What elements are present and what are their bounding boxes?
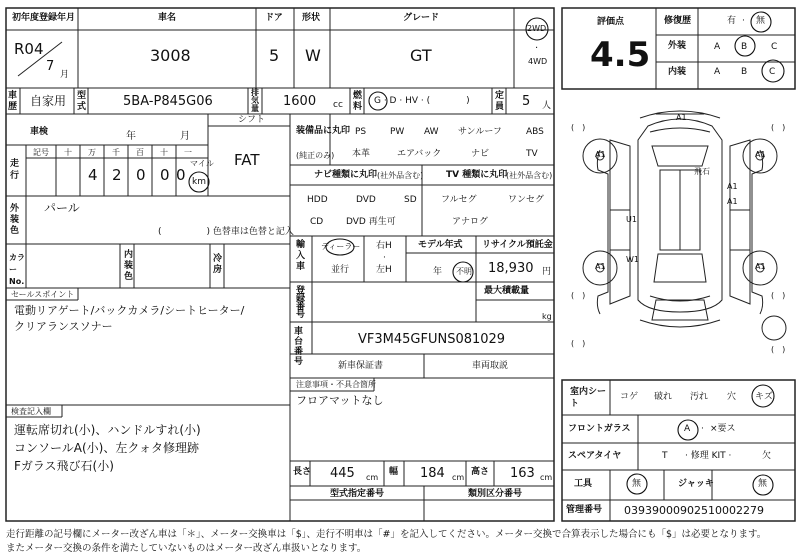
tools-value: 無 <box>632 479 642 489</box>
shift-value: FAT <box>234 151 260 169</box>
windshield-label: フロントガラス <box>568 424 631 434</box>
jack-value: 無 <box>758 479 768 489</box>
import-parallel: 並行 <box>331 265 350 275</box>
recycle-deposit-value: 18,930 <box>488 261 534 276</box>
spare-repair-kit: · 修理 KIT · <box>685 451 732 461</box>
windshield-needs-repair: ×要ス <box>710 424 736 434</box>
inspector-line-2: コンソールA(小)、左クォタ修理跡 <box>14 441 199 455</box>
displacement-label: 排気量 <box>251 88 259 113</box>
tv-fullseg: フルセグ <box>441 195 477 205</box>
sales-points-line-2: クリアランスソナー <box>14 320 113 333</box>
import-hand-separator: · <box>383 253 386 263</box>
drive-4wd: 4WD <box>528 57 548 66</box>
mileage-unit: km <box>192 177 206 187</box>
capacity-label: 定員 <box>495 91 505 112</box>
exterior-color-label: 外装色 <box>10 204 20 236</box>
navi-type-sub-label: (社外品含む) <box>377 171 424 180</box>
mileage-side-label: 走行 <box>10 159 20 181</box>
mileage-header-symbol: 記号 <box>33 148 49 157</box>
repaint-note: ( ) 色替車は色替と記入 <box>158 227 294 237</box>
mileage-digit-1: 0 <box>176 166 186 184</box>
capacity-unit: 人 <box>542 101 552 111</box>
damage-mark-right-front-wheel: A1 <box>755 150 766 159</box>
doors-value: 5 <box>269 46 280 65</box>
mileage-digit-10: 0 <box>160 166 170 184</box>
length-label: 長さ <box>293 467 312 477</box>
bracket-top-left: ( ) <box>571 123 586 132</box>
car-damage-diagram <box>583 111 786 340</box>
jack-label: ジャッキ <box>678 479 714 489</box>
model-name-label: 車名 <box>158 13 177 23</box>
damage-mark-right-rear-wheel: A1 <box>755 262 766 271</box>
sales-points-line-1: 電動リアゲート/バックカメラ/シートヒーター/ <box>14 304 245 317</box>
equipment-tv: TV <box>526 149 538 159</box>
repair-separator: · <box>742 16 745 26</box>
seat-scratch: キズ <box>755 392 773 402</box>
import-left-hand: 左H <box>376 265 392 275</box>
mileage-header-1: 一 <box>184 148 192 157</box>
damage-mark-left-door: U1 <box>626 215 637 224</box>
bracket-lower-right: ( ) <box>771 345 786 354</box>
mileage-header-1k: 千 <box>112 148 120 157</box>
inspector-notes-label: 検査記入欄 <box>11 407 51 416</box>
vehicle-class-label: 車歴 <box>8 91 18 112</box>
fuel-label: 燃料 <box>353 91 363 112</box>
equipment-leather: 本革 <box>352 149 371 159</box>
inspection-label: 車検 <box>30 127 49 137</box>
equipment-label: 装備品に丸印 <box>296 126 351 136</box>
max-load-unit: kg <box>542 312 552 321</box>
width-label: 幅 <box>389 467 399 477</box>
height-label: 高さ <box>471 467 490 477</box>
inspector-line-1: 運転席切れ(小)、ハンドルすれ(小) <box>14 423 201 437</box>
navi-type-label: ナビ種類に丸印 <box>314 170 378 180</box>
seat-burn: コゲ <box>620 392 639 402</box>
tv-type-label: TV 種類に丸印 <box>446 170 508 180</box>
door-label: ドア <box>265 13 283 23</box>
vehicle-manual: 車両取説 <box>472 361 509 371</box>
damage-mark-left-front-wheel: A1 <box>595 150 606 159</box>
recycle-deposit-label: リサイクル預託金 <box>482 240 553 250</box>
equipment-pw: PW <box>390 127 405 137</box>
damage-mark-windshield-chip: 飛石 <box>694 167 710 176</box>
registration-number-label: 登録番号 <box>296 286 306 320</box>
equipment-ps: PS <box>355 127 367 137</box>
exterior-color-value: パール <box>44 201 80 215</box>
registration-month-unit: 月 <box>60 70 70 80</box>
registration-month: 7 <box>46 59 55 74</box>
tools-label: 工具 <box>574 479 593 489</box>
footer-note-line-1: 走行距離の記号欄にメーター改ざん車は「＊」、メーター交換車は「$」、走行不明車は「#」を記入してください。メーター交換で合算表示した場合にも「$」は必要となります。 <box>6 529 767 540</box>
sales-points-label: セールスポイント <box>11 290 75 299</box>
bracket-lower-left: ( ) <box>571 339 586 348</box>
seat-hole: 穴 <box>727 392 737 402</box>
shift-label: シフト <box>238 115 266 125</box>
equipment-sub-label: (純正のみ) <box>296 151 335 160</box>
equipment-abs: ABS <box>526 127 544 137</box>
mileage-header-10k: 万 <box>88 148 96 157</box>
capacity-value: 5 <box>522 94 531 109</box>
chassis-number-label: 車台番号 <box>294 327 304 367</box>
navi-dvd-playback: DVD 再生可 <box>346 217 396 227</box>
equipment-navi: ナビ <box>471 149 490 159</box>
repair-history-label: 修復歴 <box>664 16 692 26</box>
model-year-unknown: 不明 <box>456 267 472 276</box>
bracket-bottom-right: ( ) <box>771 291 786 300</box>
spare-missing: 欠 <box>762 451 772 461</box>
width-value: 184 <box>420 466 445 481</box>
exterior-grade-label: 外装 <box>668 41 687 51</box>
exterior-grade-c: C <box>771 42 778 52</box>
model-code-value: 5BA-P845G06 <box>123 94 213 109</box>
fuel-options: G · D · HV · ( ) <box>374 96 470 106</box>
tv-analog: アナログ <box>452 217 489 227</box>
mileage-header-100: 百 <box>136 148 144 157</box>
repair-yes: 有 <box>727 16 737 26</box>
first-registration-label: 初年度登録年月 <box>12 13 76 23</box>
score-label: 評価点 <box>597 17 625 27</box>
chassis-number-value: VF3M45GFUNS081029 <box>358 332 506 347</box>
displacement-unit: cc <box>333 100 343 110</box>
model-year-label: モデル年式 <box>418 240 463 250</box>
mileage-digit-1k: 2 <box>112 166 122 184</box>
grade-value: GT <box>410 46 432 65</box>
notes-text: フロアマットなし <box>296 394 384 407</box>
bracket-bottom-left: ( ) <box>571 291 586 300</box>
drive-separator: · <box>535 43 539 54</box>
height-unit: cm <box>540 473 553 482</box>
spare-tire-label: スペアタイヤ <box>568 451 622 461</box>
interior-seat-label: 室内シート <box>570 387 607 409</box>
type-designation-label: 型式指定番号 <box>330 489 385 499</box>
navi-hdd: HDD <box>307 195 328 205</box>
shape-label: 形状 <box>302 13 321 23</box>
notes-label: 注意事項・不具合箇所 <box>296 380 376 389</box>
equipment-sunroof: サンルーフ <box>458 127 502 137</box>
bracket-top-right: ( ) <box>771 123 786 132</box>
inspector-line-3: Fガラス飛び石(小) <box>14 459 114 473</box>
mileage-digit-10k: 4 <box>88 166 98 184</box>
repair-no: 無 <box>756 16 766 26</box>
management-number-label: 管理番号 <box>566 505 603 515</box>
navi-sd: SD <box>404 195 417 205</box>
seat-tear: 破れ <box>654 392 673 402</box>
damage-mark-front: A1 <box>676 113 687 122</box>
windshield-separator: · <box>701 424 704 434</box>
windshield-a: A <box>684 424 691 434</box>
damage-mark-right-door-1: A1 <box>727 182 738 191</box>
drive-2wd: 2WD <box>527 24 547 33</box>
mileage-digit-100: 0 <box>136 166 146 184</box>
seat-stain: 汚れ <box>690 392 709 402</box>
displacement-value: 1600 <box>283 94 317 109</box>
navi-cd: CD <box>310 217 324 227</box>
max-load-label: 最大積載量 <box>484 286 530 296</box>
import-label: 輸入車 <box>296 240 306 272</box>
grade-label: グレード <box>403 13 440 23</box>
model-year-unit: 年 <box>433 267 443 277</box>
spare-tire-t: T <box>662 451 668 461</box>
damage-mark-left-rear-wheel: A1 <box>595 262 606 271</box>
inspection-month-unit: 月 <box>180 131 190 142</box>
interior-grade-label: 内装 <box>668 67 687 77</box>
height-value: 163 <box>510 466 535 481</box>
import-dealer: ディーラー <box>321 242 361 251</box>
category-number-label: 類別区分番号 <box>468 489 523 499</box>
tv-type-sub-label: (社外品含む) <box>506 171 553 180</box>
inspection-year-unit: 年 <box>126 131 136 142</box>
mile-label: マイル <box>190 159 214 168</box>
model-name-value: 3008 <box>150 46 191 65</box>
navi-dvd: DVD <box>356 195 376 205</box>
width-unit: cm <box>452 473 465 482</box>
import-right-hand: 右H <box>376 241 392 251</box>
exterior-grade-a: A <box>714 42 721 52</box>
exterior-grade-b: B <box>741 42 748 52</box>
tv-oneseg: ワンセグ <box>508 195 545 205</box>
model-code-label: 型式 <box>77 91 87 112</box>
mileage-header-10: 十 <box>160 148 168 157</box>
management-number-value: 03939000902510002279 <box>624 504 764 517</box>
score-value: 4.5 <box>590 35 651 75</box>
air-conditioning-label: 冷房 <box>213 254 223 275</box>
shape-value: W <box>305 46 321 65</box>
damage-mark-right-door-2: A1 <box>727 197 738 206</box>
registration-year: R04 <box>14 40 44 58</box>
interior-color-label: 内装色 <box>124 250 134 282</box>
vehicle-class-value: 自家用 <box>30 94 67 108</box>
damage-mark-left-quarter: W1 <box>626 255 639 264</box>
interior-grade-a: A <box>714 67 721 77</box>
equipment-aw: AW <box>424 127 439 137</box>
length-unit: cm <box>366 473 379 482</box>
color-number-label: カラーNo. <box>9 253 25 286</box>
footer-note-line-2: またメーター交換の条件を満たしていないものはメーター改ざん車扱いとなります。 <box>6 543 367 554</box>
interior-grade-b: B <box>741 67 748 77</box>
equipment-airbag: エアバック <box>397 149 442 159</box>
new-car-warranty: 新車保証書 <box>338 361 384 371</box>
interior-grade-c: C <box>769 67 776 77</box>
recycle-deposit-unit: 円 <box>542 267 552 277</box>
length-value: 445 <box>330 466 355 481</box>
mileage-header-100k: 十 <box>64 148 72 157</box>
